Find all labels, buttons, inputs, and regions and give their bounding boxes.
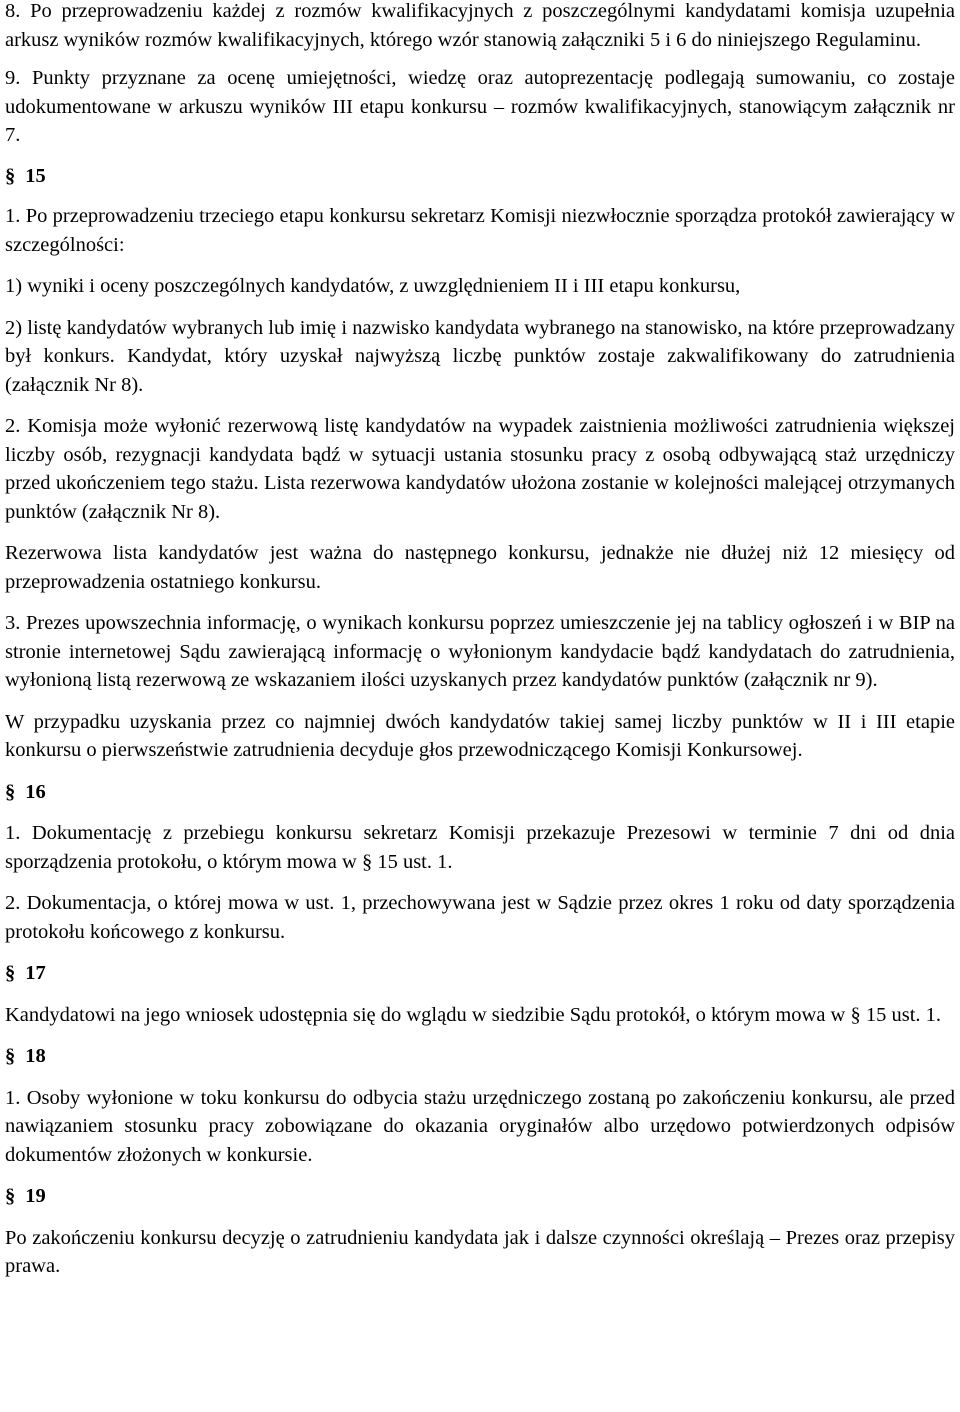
paragraph-16-2: 2. Dokumentacja, o której mowa w ust. 1, przechowywana jest w Sądzie przez okres 1 roku od daty sporządzenia protokołu końcowego z konkursu. <box>5 892 955 943</box>
section-heading-16 <box>5 778 955 807</box>
paragraph-15-1-item-1: 1) wyniki i oceny poszczególnych kandydatów, z uwzględnieniem II i III etapu konkursu, <box>5 275 741 297</box>
paragraph-15-1: 1. Po przeprowadzeniu trzeciego etapu konkursu sekretarz Komisji niezwłocznie sporządza protokół zawierający w szczególności: <box>5 205 955 256</box>
section-heading-17 <box>5 959 955 988</box>
section-sign: § <box>5 1045 16 1067</box>
section-number: 17 <box>25 962 46 984</box>
paragraph-16-1: 1. Dokumentację z przebiegu konkursu sekretarz Komisji przekazuje Prezesowi w terminie 7 dni od dnia sporządzenia protokołu, o którym mowa w § 15 ust. 1. <box>5 822 955 873</box>
section-number: 19 <box>25 1185 46 1207</box>
paragraph-8: 8. Po przeprowadzeniu każdej z rozmów kwalifikacyjnych z poszczególnymi kandydatami komisja uzupełnia arkusz wyników rozmów kwalifikacyjnych, którego wzór stanowią załączniki 5 i 6 do niniejszego Regulaminu. <box>5 0 955 51</box>
section-number: 16 <box>25 780 46 803</box>
paragraph-15-1-item-2: 2) listę kandydatów wybranych lub imię i nazwisko kandydata wybranego na stanowisko, na które przeprowadzany był konkurs. Kandydat, który uzyskał najwyższą liczbę punktów zostaje zakwalifikowany do zatrudnienia (załącznik Nr 8). <box>5 316 955 396</box>
section-heading-15 <box>5 162 955 191</box>
section-number: 15 <box>25 164 46 187</box>
section-heading-18 <box>5 1042 955 1071</box>
section-sign: § <box>5 780 16 803</box>
paragraph-15-3-tie-rule: W przypadku uzyskania przez co najmniej dwóch kandydatów takiej samej liczby punktów w II i III etapie konkursu o pierwszeństwie zatrudnienia decyduje głos przewodniczącego Komisji Konkursowej. <box>5 710 955 761</box>
paragraph-19: Po zakończeniu konkursu decyzję o zatrudnieniu kandydata jak i dalsze czynności określają – Prezes oraz przepisy prawa. <box>5 1226 955 1277</box>
section-number: 18 <box>25 1045 46 1067</box>
section-sign: § <box>5 1185 16 1207</box>
paragraph-15-3: 3. Prezes upowszechnia informację, o wynikach konkursu poprzez umieszczenie jej na tablicy ogłoszeń i w BIP na stronie internetowej Sądu zawierającą informację o wyłonionym kandydacie bądź kandydatach do zatrudnienia, wyłonioną listą rezerwową ze wskazaniem ilości uzyskanych przez kandydatów punktów (załącznik nr 9). <box>5 612 955 691</box>
paragraph-18-1: 1. Osoby wyłonione w toku konkursu do odbycia stażu urzędniczego zostaną po zakończeniu konkursu, ale przed nawiązaniem stosunku pracy zobowiązane do okazania oryginałów albo urzędowo potwierdzonych odpisów dokumentów złożonych w konkursie. <box>5 1086 955 1166</box>
paragraph-17: Kandydatowi na jego wniosek udostępnia się do wglądu w siedzibie Sądu protokół, o którym mowa w § 15 ust. 1. <box>5 1003 942 1026</box>
section-sign: § <box>5 164 16 187</box>
paragraph-15-2: 2. Komisja może wyłonić rezerwową listę kandydatów na wypadek zaistnienia możliwości zatrudnienia większej liczby osób, rezygnacji kandydata bądź w sytuacji ustania stosunku pracy z osobą odbywającą staż urzędniczy przed ukończeniem tego stażu. Lista rezerwowa kandydatów ułożona zostanie w kolejności malejącej otrzymanych punktów (załącznik Nr 8). <box>5 415 955 523</box>
paragraph-9: 9. Punkty przyznane za ocenę umiejętności, wiedzę oraz autoprezentację podlegają sumowaniu, co zostaje udokumentowane w arkuszu wyników III etapu konkursu – rozmów kwalifikacyjnych, stanowiącym załącznik nr 7. <box>5 67 955 146</box>
paragraph-15-2-reserve-list: Rezerwowa lista kandydatów jest ważna do następnego konkursu, jednakże nie dłużej niż 12 miesięcy od przeprowadzenia ostatniego konkursu. <box>5 542 955 593</box>
section-sign: § <box>5 962 16 984</box>
section-heading-19 <box>5 1182 955 1211</box>
